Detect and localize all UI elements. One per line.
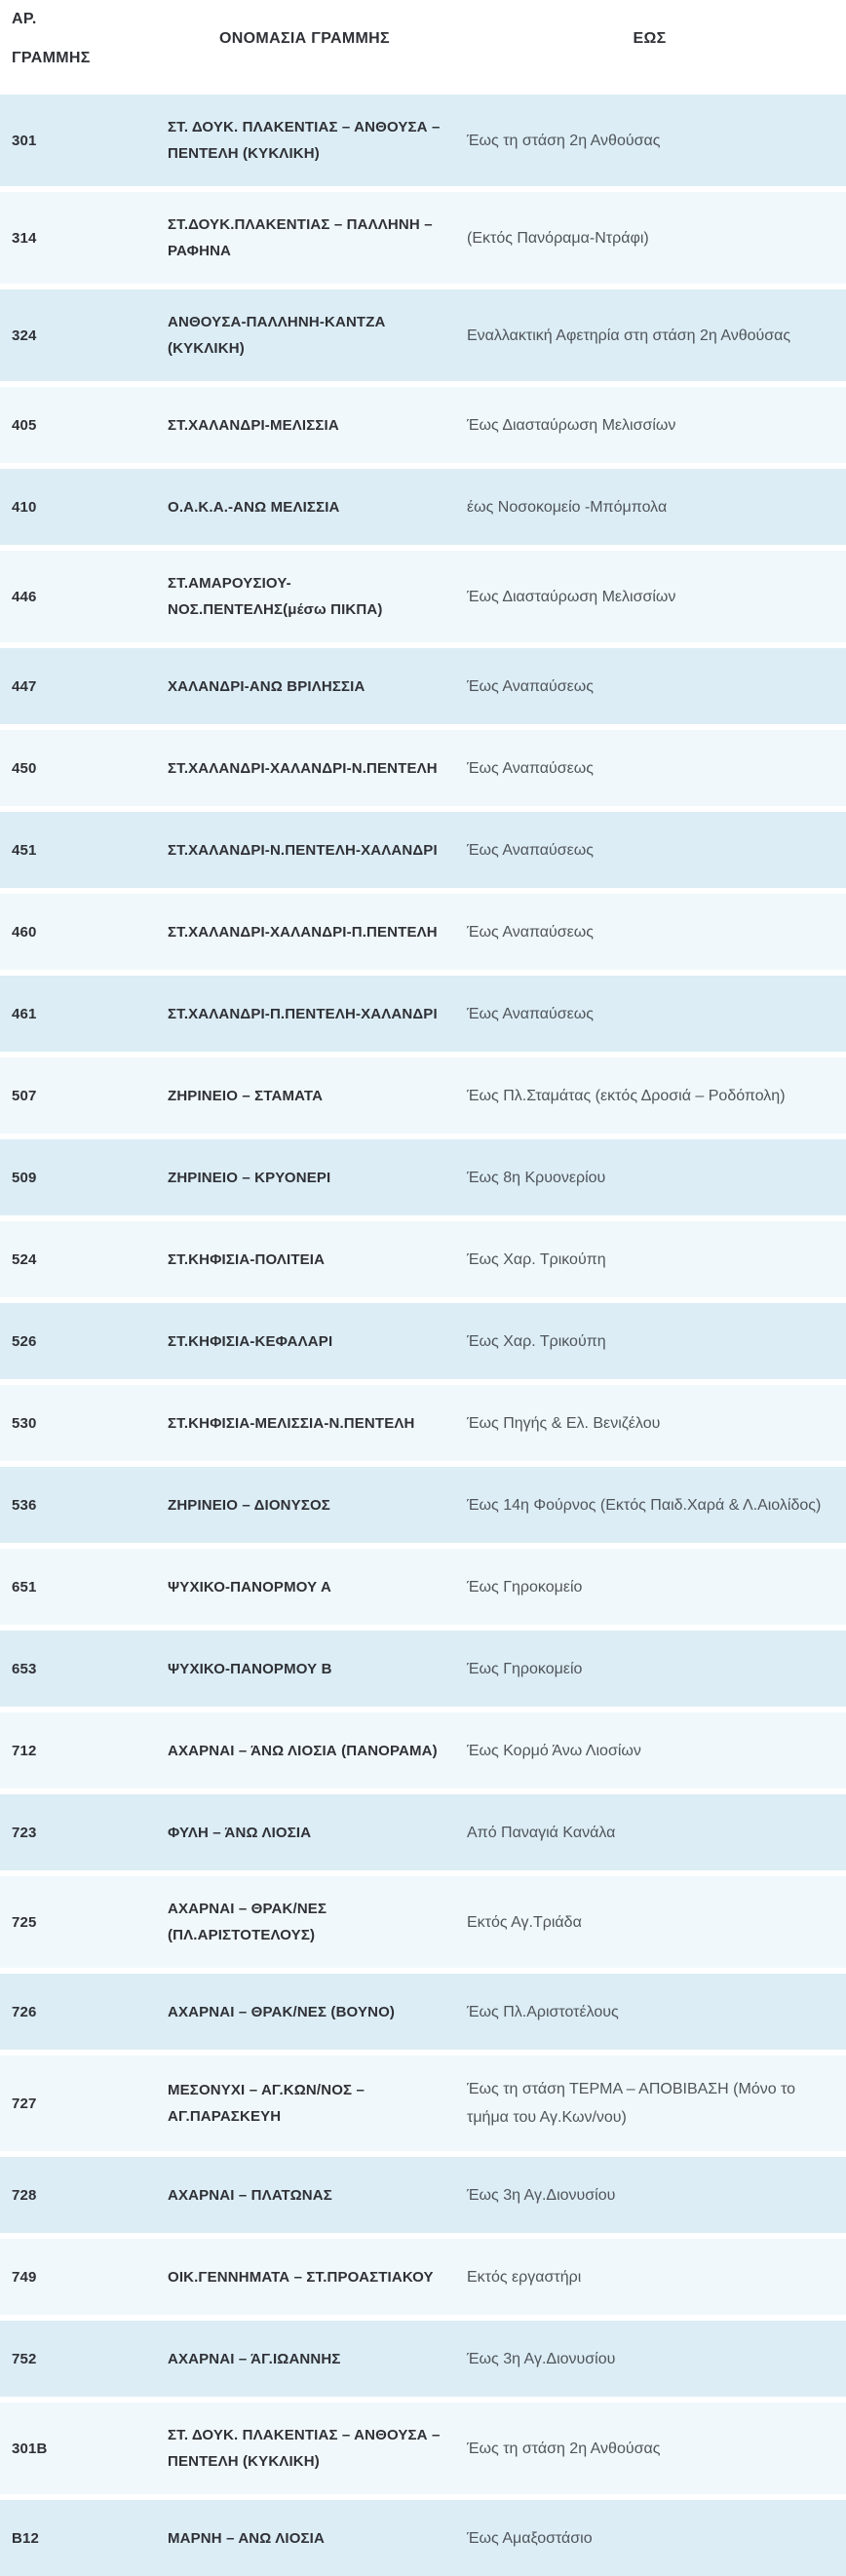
line-until-cell: Έως Αναπαύσεως <box>467 677 594 695</box>
line-name-cell: ΟΙΚ.ΓΕΝΝΗΜΑΤΑ – ΣΤ.ΠΡΟΑΣΤΙΑΚΟΥ <box>168 2268 434 2286</box>
line-number-cell: 461 <box>12 1005 37 1022</box>
line-number-cell: 405 <box>12 416 37 434</box>
line-until-cell: Έως Αναπαύσεως <box>467 841 594 859</box>
line-until-cell: έως Νοσοκομείο -Μπόμπολα <box>467 498 668 516</box>
column-header-line-name: ΟΝΟΜΑΣΙΑ ΓΡΑΜΜΗΣ <box>219 30 390 47</box>
line-name-cell: ΖΗΡΙΝΕΙΟ – ΣΤΑΜΑΤΑ <box>168 1087 324 1104</box>
line-number-cell: 725 <box>12 1913 37 1931</box>
table-row <box>0 1385 846 1461</box>
line-until-cell: Έως Αναπαύσεως <box>467 759 594 777</box>
line-until-cell: Έως 14η Φούρνος (Εκτός Παιδ.Χαρά & Λ.Αιολίδος) <box>467 1496 822 1514</box>
line-number-cell: 530 <box>12 1414 37 1432</box>
line-until-cell: Έως Χαρ. Τρικούπη <box>467 1250 606 1268</box>
line-number-cell: 726 <box>12 2003 37 2020</box>
line-name-cell: ΣΤ.ΧΑΛΑΝΔΡΙ-Π.ΠΕΝΤΕΛΗ-ΧΑΛΑΝΔΡΙ <box>168 1005 438 1022</box>
line-until-cell: Έως Γηροκομείο <box>467 1578 583 1596</box>
line-until-cell: Έως Κορμό Άνω Λιοσίων <box>467 1742 641 1759</box>
line-number-cell: 324 <box>12 327 37 344</box>
line-number-cell: 507 <box>12 1087 37 1104</box>
line-number-cell: 749 <box>12 2268 37 2286</box>
table-row <box>0 551 846 642</box>
line-number-cell: 314 <box>12 229 37 247</box>
line-number-cell: 723 <box>12 1824 37 1841</box>
table-row <box>0 2056 846 2151</box>
line-number-cell: 653 <box>12 1660 37 1677</box>
line-until-cell: Έως Πηγής & Ελ. Βενιζέλου <box>467 1414 661 1432</box>
line-name-cell: ΦΥΛΗ – ΆΝΩ ΛΙΟΣΙΑ <box>168 1824 312 1841</box>
line-name-cell: ΑΝΘΟΥΣΑ-ΠΑΛΛΗΝΗ-ΚΑΝΤΖΑ (ΚΥΚΛΙΚΗ) <box>168 314 386 357</box>
table-row <box>0 1549 846 1625</box>
table-row <box>0 2157 846 2233</box>
table-row <box>0 2321 846 2397</box>
line-name-cell: ΣΤ. ΔΟΥΚ. ΠΛΑΚΕΝΤΙΑΣ – ΑΝΘΟΥΣΑ – ΠΕΝΤΕΛΗ (ΚΥΚΛΙΚΗ) <box>168 119 441 162</box>
table-row <box>0 2403 846 2494</box>
line-number-cell: Β12 <box>12 2529 39 2547</box>
line-name-cell: ΑΧΑΡΝΑΙ – ΆΓ.ΙΩΑΝΝΗΣ <box>168 2350 341 2367</box>
line-until-cell: Έως Διασταύρωση Μελισσίων <box>467 588 676 605</box>
line-until-cell: Έως τη στάση ΤΕΡΜΑ – ΑΠΟΒΙΒΑΣΗ (Μόνο το τμήμα του Αγ.Κων/νου) <box>467 2081 796 2126</box>
line-name-cell: ΨΥΧΙΚΟ-ΠΑΝΟΡΜΟΥ Β <box>168 1660 332 1677</box>
table-row <box>0 192 846 284</box>
line-number-cell: 301 <box>12 132 37 149</box>
line-name-cell: ΜΑΡΝΗ – ΑΝΩ ΛΙΟΣΙΑ <box>168 2529 325 2547</box>
line-number-cell: 752 <box>12 2350 37 2367</box>
line-until-cell: Εναλλακτική Αφετηρία στη στάση 2η Ανθούσας <box>467 327 791 344</box>
line-name-cell: ΖΗΡΙΝΕΙΟ – ΚΡΥΟΝΕΡΙ <box>168 1169 331 1186</box>
table-row <box>0 1631 846 1707</box>
line-until-cell: Έως 3η Αγ.Διονυσίου <box>467 2350 616 2367</box>
line-until-cell: Έως Χαρ. Τρικούπη <box>467 1332 606 1350</box>
line-until-cell: Έως Αναπαύσεως <box>467 1005 594 1022</box>
table-row <box>0 469 846 545</box>
table-row <box>0 1139 846 1215</box>
line-name-cell: ΣΤ. ΔΟΥΚ. ΠΛΑΚΕΝΤΙΑΣ – ΑΝΘΟΥΣΑ – ΠΕΝΤΕΛΗ (ΚΥΚΛΙΚΗ) <box>168 2427 441 2470</box>
line-name-cell: ΣΤ.ΧΑΛΑΝΔΡΙ-ΧΑΛΑΝΔΡΙ-Π.ΠΕΝΤΕΛΗ <box>168 923 438 941</box>
table-row <box>0 1221 846 1297</box>
table-row <box>0 648 846 724</box>
line-number-cell: 447 <box>12 677 37 695</box>
column-header-line-number: ΑΡ. ΓΡΑΜΜΗΣ <box>12 11 91 66</box>
table-row <box>0 2500 846 2576</box>
table-row <box>0 812 846 888</box>
line-until-cell: Εκτός Αγ.Τριάδα <box>467 1913 582 1931</box>
table-row <box>0 95 846 186</box>
line-name-cell: ΑΧΑΡΝΑΙ – ΆΝΩ ΛΙΟΣΙΑ (ΠΑΝΟΡΑΜΑ) <box>168 1742 438 1759</box>
table-row <box>0 1974 846 2050</box>
line-number-cell: 446 <box>12 588 37 605</box>
line-number-cell: 410 <box>12 498 37 516</box>
line-until-cell: Έως Αναπαύσεως <box>467 923 594 941</box>
line-until-cell: (Εκτός Πανόραμα-Ντράφι) <box>467 229 649 247</box>
line-number-cell: 524 <box>12 1250 37 1268</box>
table-row <box>0 1876 846 1968</box>
line-until-cell: Έως 3η Αγ.Διονυσίου <box>467 2186 616 2204</box>
line-until-cell: Έως Αμαξοστάσιο <box>467 2529 593 2547</box>
line-number-cell: 651 <box>12 1578 37 1596</box>
line-name-cell: ΧΑΛΑΝΔΡΙ-ΑΝΩ ΒΡΙΛΗΣΣΙΑ <box>168 677 365 695</box>
table-row <box>0 387 846 463</box>
line-until-cell: Έως τη στάση 2η Ανθούσας <box>467 132 661 149</box>
table-row <box>0 894 846 970</box>
line-name-cell: ΣΤ.ΚΗΦΙΣΙΑ-ΠΟΛΙΤΕΙΑ <box>168 1250 326 1268</box>
line-name-cell: ΣΤ.ΑΜΑΡΟΥΣΙΟΥ-ΝΟΣ.ΠΕΝΤΕΛΗΣ(μέσω ΠΙΚΠΑ) <box>168 575 383 618</box>
line-name-cell: ΑΧΑΡΝΑΙ – ΘΡΑΚ/ΝΕΣ (ΒΟΥΝΟ) <box>168 2003 396 2020</box>
line-until-cell: Έως Πλ.Αριστοτέλους <box>467 2003 619 2020</box>
line-number-cell: 509 <box>12 1169 37 1186</box>
line-name-cell: ΣΤ.ΔΟΥΚ.ΠΛΑΚΕΝΤΙΑΣ – ΠΑΛΛΗΝΗ – ΡΑΦΗΝΑ <box>168 216 433 259</box>
line-until-cell: Έως τη στάση 2η Ανθούσας <box>467 2440 661 2457</box>
line-name-cell: ΣΤ.ΧΑΛΑΝΔΡΙ-ΧΑΛΑΝΔΡΙ-Ν.ΠΕΝΤΕΛΗ <box>168 759 438 777</box>
line-name-cell: ΜΕΣΟΝΥΧΙ – ΑΓ.ΚΩΝ/ΝΟΣ – ΑΓ.ΠΑΡΑΣΚΕΥΗ <box>168 2082 365 2125</box>
table-body <box>0 95 846 2576</box>
line-until-cell: Έως Διασταύρωση Μελισσίων <box>467 416 676 434</box>
line-name-cell: Ο.Α.Κ.Α.-ΑΝΩ ΜΕΛΙΣΣΙΑ <box>168 498 340 516</box>
table-row <box>0 2239 846 2315</box>
line-number-cell: 451 <box>12 841 37 859</box>
line-name-cell: ΑΧΑΡΝΑΙ – ΘΡΑΚ/ΝΕΣ (ΠΛ.ΑΡΙΣΤΟΤΕΛΟΥΣ) <box>168 1901 327 1943</box>
line-number-cell: 728 <box>12 2186 37 2204</box>
line-name-cell: ΣΤ.ΚΗΦΙΣΙΑ-ΚΕΦΑΛΑΡΙ <box>168 1332 333 1350</box>
line-name-cell: ΣΤ.ΧΑΛΑΝΔΡΙ-Ν.ΠΕΝΤΕΛΗ-ΧΑΛΑΝΔΡΙ <box>168 841 438 859</box>
table-row <box>0 730 846 806</box>
table-header <box>0 0 846 95</box>
table-row <box>0 976 846 1052</box>
line-number-cell: 536 <box>12 1496 37 1514</box>
line-until-cell: Από Παναγιά Κανάλα <box>467 1824 616 1841</box>
line-number-cell: 727 <box>12 2095 37 2112</box>
table-row <box>0 1712 846 1788</box>
table-row <box>0 289 846 381</box>
column-header-until: ΕΩΣ <box>633 30 667 47</box>
line-number-cell: 460 <box>12 923 37 941</box>
line-until-cell: Έως Πλ.Σταμάτας (εκτός Δροσιά – Ροδόπολη) <box>467 1087 786 1104</box>
line-name-cell: ΑΧΑΡΝΑΙ – ΠΛΑΤΩΝΑΣ <box>168 2186 332 2204</box>
line-number-cell: 450 <box>12 759 37 777</box>
line-name-cell: ΖΗΡΙΝΕΙΟ – ΔΙΟΝΥΣΟΣ <box>168 1496 330 1514</box>
line-name-cell: ΨΥΧΙΚΟ-ΠΑΝΟΡΜΟΥ Α <box>168 1578 332 1596</box>
table-row <box>0 1467 846 1543</box>
table-row <box>0 1303 846 1379</box>
line-until-cell: Έως 8η Κρυονερίου <box>467 1169 606 1186</box>
line-number-cell: 712 <box>12 1742 37 1759</box>
table-row <box>0 1794 846 1870</box>
line-number-cell: 301Β <box>12 2440 48 2457</box>
line-name-cell: ΣΤ.ΚΗΦΙΣΙΑ-ΜΕΛΙΣΣΙΑ-Ν.ΠΕΝΤΕΛΗ <box>168 1414 415 1432</box>
line-number-cell: 526 <box>12 1332 37 1350</box>
line-name-cell: ΣΤ.ΧΑΛΑΝΔΡΙ-ΜΕΛΙΣΣΙΑ <box>168 416 339 434</box>
line-until-cell: Έως Γηροκομείο <box>467 1660 583 1677</box>
table-row <box>0 1057 846 1134</box>
line-until-cell: Εκτός εργαστήρι <box>467 2268 582 2286</box>
